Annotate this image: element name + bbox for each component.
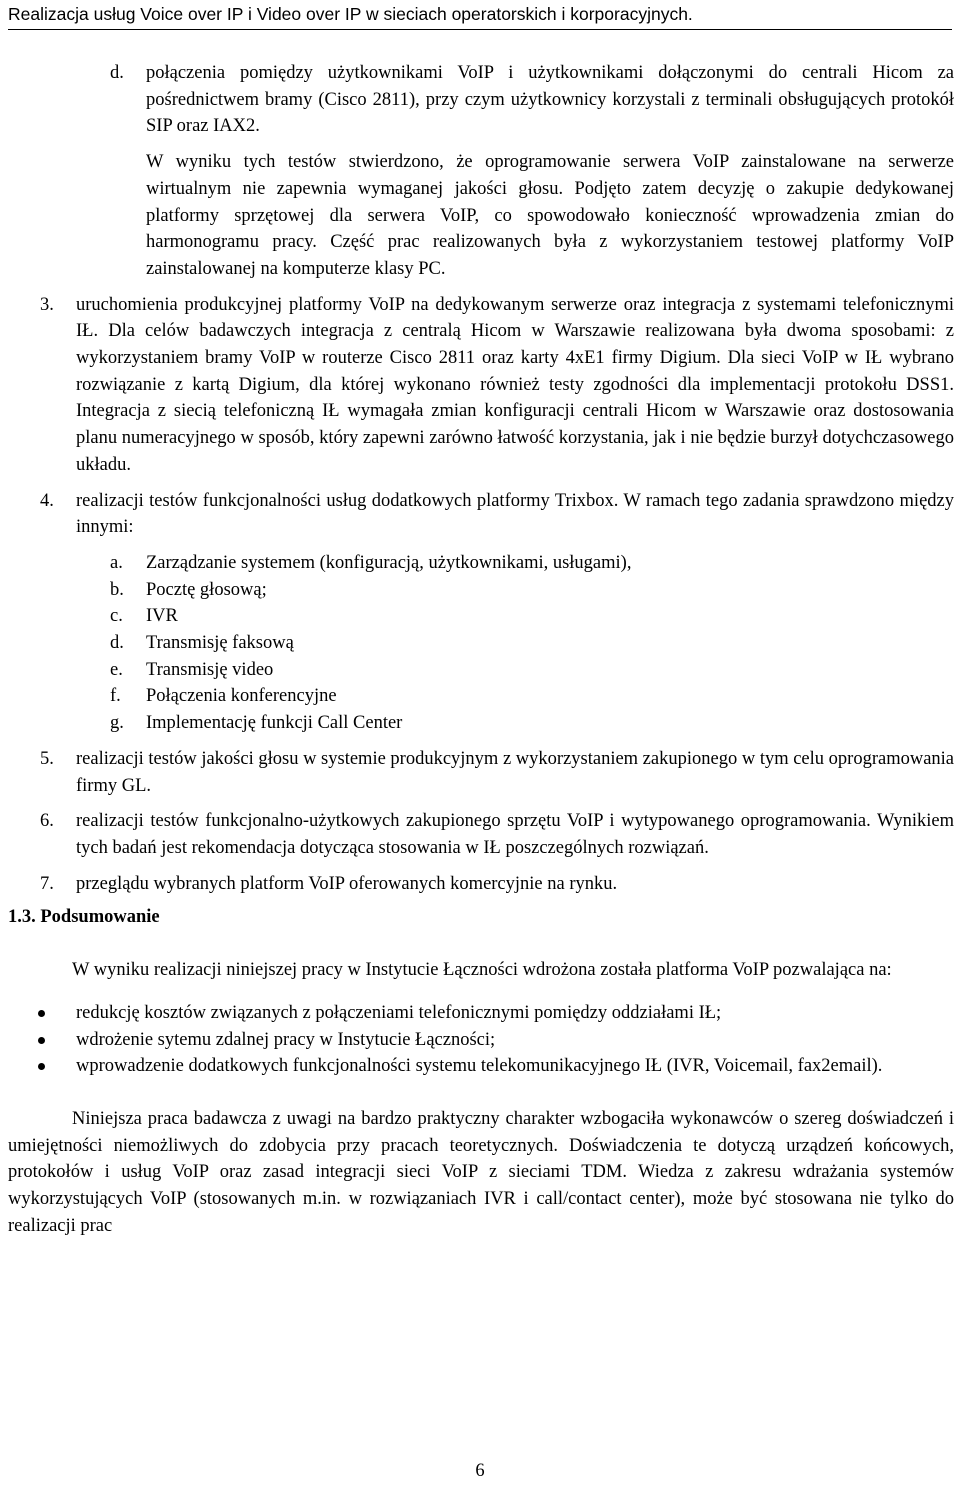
sublist-text: Zarządzanie systemem (konfiguracją, użytkownikami, usługami), — [146, 552, 632, 573]
closing-paragraph: Niniejsza praca badawcza z uwagi na bardzo praktyczny charakter wzbogaciła wykonawców o szereg doświadczeń i umiejętności niemożliwych do zdobycia przy pracach teoretycznych. Doświadczenia te dotyczą urządzeń końcowych, protokołów i usług VoIP oraz zasad integracji sieci VoIP z sieciami TDM. Wiedza z zakresu wdrażania systemów wykorzystujących VoIP (stosowanych m.in. w rozwiązaniach IVR i call/contact center), może być stosowana nie tylko do realizacji prac — [8, 1108, 954, 1236]
sublist-label: e. — [110, 659, 123, 680]
list-label: 7. — [40, 873, 54, 894]
sublist-label: a. — [110, 552, 123, 573]
bullet-item — [8, 1027, 954, 1054]
sublist-item-f — [110, 683, 954, 710]
list-item-7 — [8, 871, 954, 898]
sublist-item-g — [110, 710, 954, 737]
sublist-label: g. — [110, 713, 124, 734]
bullet-text: redukcję kosztów związanych z połączeniami telefonicznymi pomiędzy oddziałami IŁ; — [76, 1002, 722, 1023]
sublist-item-b — [110, 577, 954, 604]
sublist-text: Transmisję faksową — [146, 633, 294, 654]
list-text: realizacji testów jakości głosu w systemie produkcyjnym z wykorzystaniem zakupionego w tym celu oprogramowania firmy GL. — [76, 748, 955, 796]
list-label: 5. — [40, 748, 54, 769]
bullet-icon — [38, 1063, 45, 1070]
list-item-3 — [8, 292, 954, 479]
bullet-list — [8, 1000, 954, 1080]
sublist-label: d. — [110, 633, 124, 654]
sublist-text: Połączenia konferencyjne — [146, 686, 337, 707]
sublist-item-e — [110, 657, 954, 684]
sublist-label: b. — [110, 579, 124, 600]
list-text: realizacji testów funkcjonalności usług dodatkowych platformy Trixbox. W ramach tego zadania sprawdzono między innymi: — [76, 490, 954, 538]
bullet-text: wdrożenie sytemu zdalnej pracy w Instytucie Łączności; — [76, 1029, 496, 1050]
page-body — [8, 60, 954, 1239]
list-item-5 — [8, 746, 954, 799]
list-text: przeglądu wybranych platform VoIP oferowanych komercyjnie na rynku. — [76, 873, 618, 894]
sublist-text: Pocztę głosową; — [146, 579, 267, 600]
list-label: d. — [110, 63, 124, 83]
sublist — [110, 550, 954, 737]
list-text: realizacji testów funkcjonalno-użytkowych zakupionego sprzętu VoIP i wytypowanego oprogramowania. Wynikiem tych badań jest rekomendacja dotycząca stosowania w IŁ poszczególnych rozwiązań. — [76, 811, 954, 858]
list-label: 3. — [40, 294, 54, 315]
sublist-label: c. — [110, 606, 123, 627]
section-number: 1.3. — [8, 907, 36, 928]
list-item-6 — [8, 808, 954, 861]
list-text: połączenia pomiędzy użytkownikami VoIP i użytkownikami dołączonymi do centrali Hicom za pośrednictwem bramy (Cisco 2811), przy czym użytkownicy korzystali z terminali obsługujących protokół SIP oraz IAX2. — [146, 63, 954, 137]
section-title: Podsumowanie — [40, 907, 160, 928]
page-number: 6 — [475, 1461, 485, 1481]
list-label: 4. — [40, 490, 54, 511]
sublist-item-d — [110, 630, 954, 657]
summary-intro: W wyniku realizacji niniejszej pracy w Instytucie Łączności wdrożona została platforma VoIP pozwalająca na: — [72, 960, 892, 981]
tests-paragraph: W wyniku tych testów stwierdzono, że oprogramowanie serwera VoIP zainstalowane na serwerze wirtualnym nie zapewnia wymaganej jakości głosu. Podjęto zatem decyzję o zakupie dedykowanej platformy sprzętowej dla serwera VoIP, co spowodowało konieczność wprowadzenia zmian do harmonogramu pracy. Część prac realizowanych była z wykorzystaniem testowej platformy VoIP zainstalowanej na komputerze klasy PC. — [146, 152, 954, 279]
list-item-d — [110, 60, 954, 140]
sublist-item-a — [110, 550, 954, 577]
list-text: uruchomienia produkcyjnej platformy VoIP na dedykowanym serwerze oraz integracja z systemami telefonicznymi IŁ. Dla celów badawczych integracja z centralą Hicom w Warszawie realizowana była dwoma sposobami: z wykorzystaniem bramy VoIP w routerze Cisco 2811 oraz karty 4xE1 firmy Digium. Dla sieci VoIP w IŁ wybrano rozwiązanie z kartą Digium, dla której wykonano również testy zgodności dla implementacji protokołu DSS1. Integracja z siecią telefoniczną IŁ wymagała zmian konfiguracji centrali Hicom w Warszawie oraz dostosowania planu numeracyjnego w sposób, który zapewni zarówno łatwość korzystania, jak i nie będzie burzył dotychczasowego układu. — [76, 294, 954, 475]
list-item-4 — [8, 488, 954, 541]
bullet-icon — [38, 1037, 45, 1044]
list-label: 6. — [40, 811, 54, 832]
sublist-label: f. — [110, 686, 121, 707]
sublist-text: IVR — [146, 606, 178, 627]
sublist-text: Implementację funkcji Call Center — [146, 713, 403, 734]
bullet-text: wprowadzenie dodatkowych funkcjonalności systemu telekomunikacyjnego IŁ (IVR, Voicemail, fax2email). — [76, 1056, 883, 1077]
section-heading — [8, 904, 954, 931]
bullet-item — [8, 1053, 954, 1080]
sublist-item-c — [110, 603, 954, 630]
bullet-item — [8, 1000, 954, 1027]
bullet-icon — [38, 1010, 45, 1017]
running-header: Realizacja usług Voice over IP i Video over IP w sieciach operatorskich i korporacyjnych. — [8, 2, 952, 30]
sublist-text: Transmisję video — [146, 659, 274, 680]
